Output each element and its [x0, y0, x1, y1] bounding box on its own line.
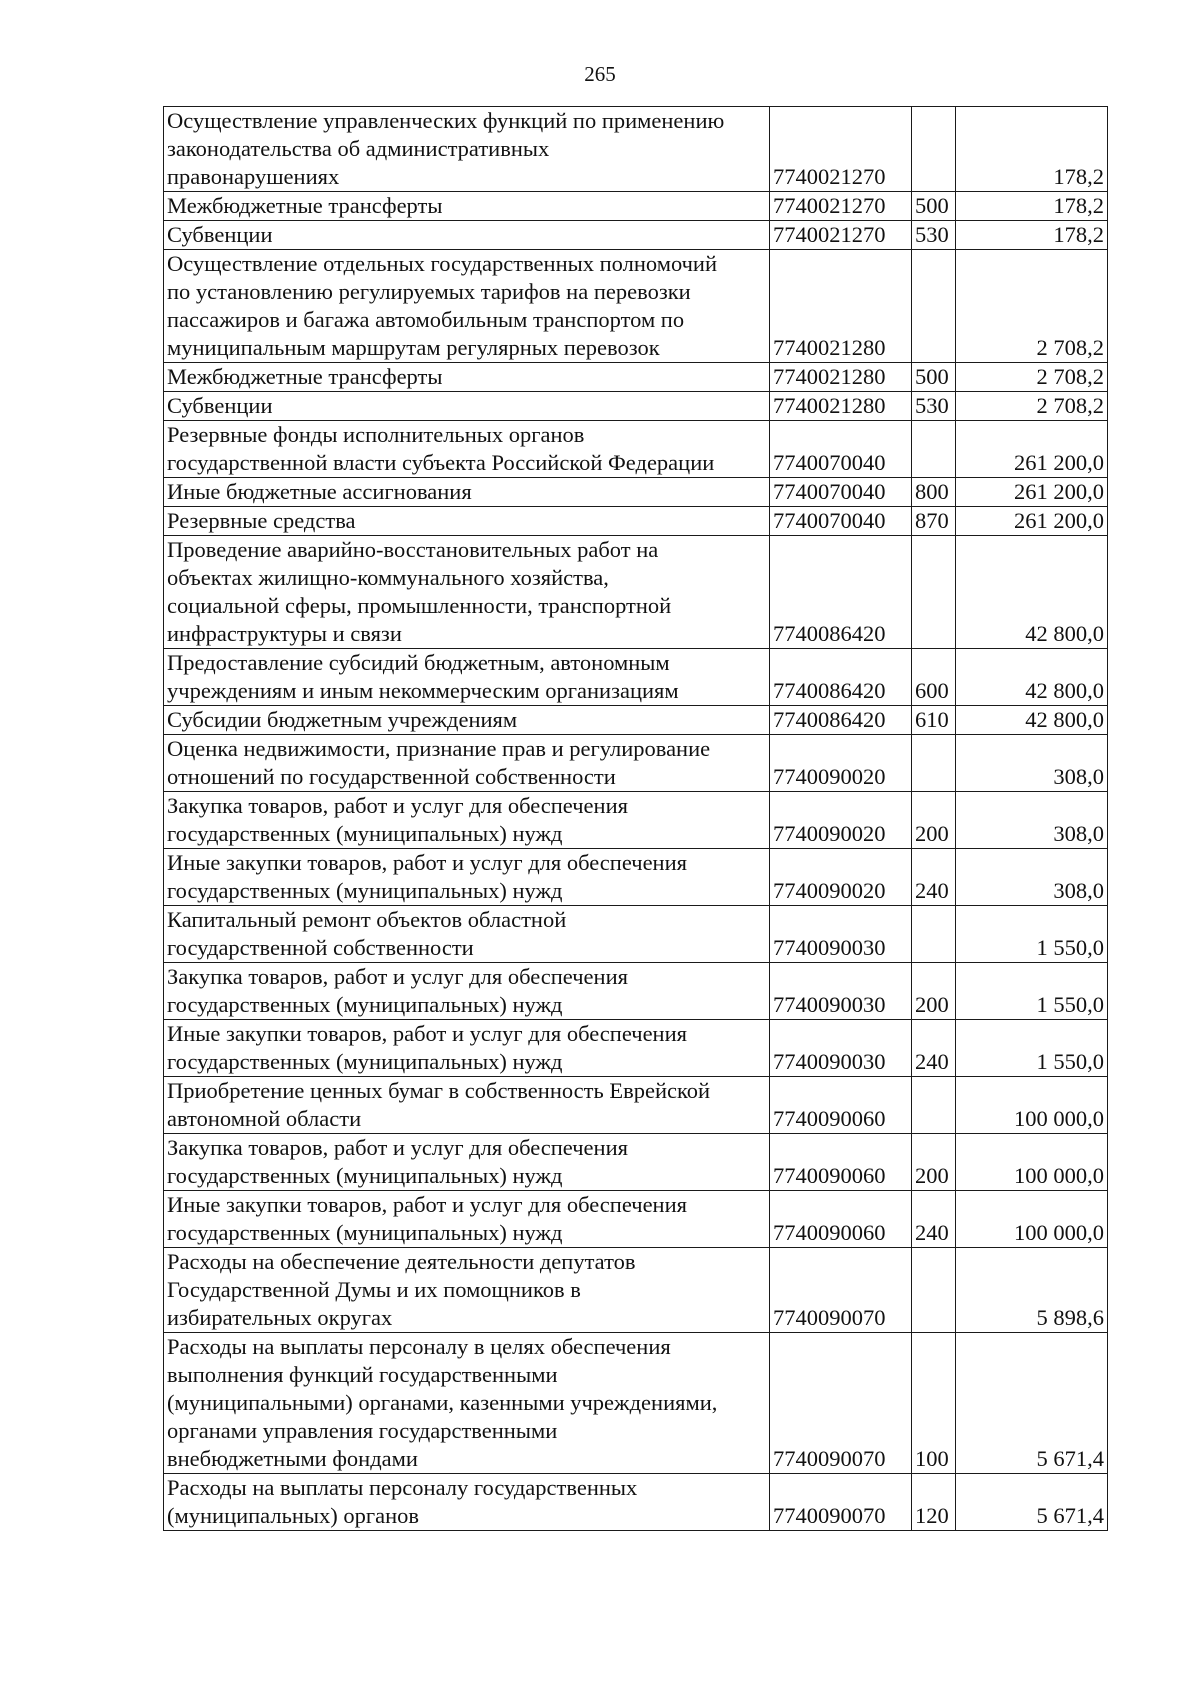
expense-name-cell [164, 478, 770, 507]
amount-cell: 1 550,0 [956, 963, 1108, 1020]
expense-type-cell: 500 [912, 363, 956, 392]
amount-cell: 5 898,6 [956, 1248, 1108, 1333]
budget-table [163, 106, 1108, 1531]
expense-name-cell [164, 392, 770, 421]
expense-name-line: Иные закупки товаров, работ и услуг для обеспечения [167, 1192, 687, 1217]
target-code-cell: 7740021280 [770, 363, 912, 392]
target-code-cell: 7740086420 [770, 649, 912, 706]
target-code-cell: 7740086420 [770, 536, 912, 649]
expense-name-cell [164, 1134, 770, 1191]
table-row [164, 421, 1108, 478]
table-row [164, 1191, 1108, 1248]
amount-cell: 100 000,0 [956, 1191, 1108, 1248]
expense-name-cell [164, 250, 770, 363]
amount-cell: 308,0 [956, 735, 1108, 792]
expense-name-cell [164, 1248, 770, 1333]
expense-name-line: Предоставление субсидий бюджетным, автономным [167, 650, 670, 675]
expense-name-cell [164, 735, 770, 792]
expense-name-line: органами управления государственными [167, 1418, 558, 1443]
table-row [164, 1474, 1108, 1531]
expense-name-line: автономной области [167, 1106, 362, 1131]
expense-name-cell [164, 536, 770, 649]
table-row [164, 1248, 1108, 1333]
expense-name-line: внебюджетными фондами [167, 1446, 418, 1471]
amount-cell: 261 200,0 [956, 507, 1108, 536]
expense-name-line: пассажиров и багажа автомобильным транспортом по [167, 307, 685, 332]
table-row [164, 363, 1108, 392]
expense-type-cell [912, 250, 956, 363]
expense-name-line: отношений по государственной собственности [167, 764, 616, 789]
expense-name-cell [164, 507, 770, 536]
expense-name-line: Закупка товаров, работ и услуг для обеспечения [167, 1135, 628, 1160]
table-row [164, 649, 1108, 706]
expense-name-line: государственной власти субъекта Российской Федерации [167, 450, 715, 475]
table-row [164, 507, 1108, 536]
expense-name-line: государственных (муниципальных) нужд [167, 1163, 563, 1188]
amount-cell: 5 671,4 [956, 1333, 1108, 1474]
amount-cell: 42 800,0 [956, 649, 1108, 706]
target-code-cell: 7740090070 [770, 1333, 912, 1474]
target-code-cell: 7740021280 [770, 250, 912, 363]
amount-cell: 100 000,0 [956, 1134, 1108, 1191]
target-code-cell: 7740021280 [770, 392, 912, 421]
expense-type-cell: 800 [912, 478, 956, 507]
expense-name-cell [164, 1333, 770, 1474]
expense-name-cell [164, 649, 770, 706]
amount-cell: 2 708,2 [956, 392, 1108, 421]
expense-type-cell: 200 [912, 963, 956, 1020]
expense-name-line: муниципальным маршрутам регулярных перевозок [167, 335, 660, 360]
expense-name-line: (муниципальных) органов [167, 1503, 420, 1528]
expense-type-cell [912, 421, 956, 478]
target-code-cell: 7740090020 [770, 792, 912, 849]
expense-name-line: Субвенции [167, 222, 273, 247]
expense-name-cell [164, 221, 770, 250]
amount-cell: 1 550,0 [956, 906, 1108, 963]
expense-name-cell [164, 1020, 770, 1077]
table-row [164, 963, 1108, 1020]
expense-type-cell: 240 [912, 1020, 956, 1077]
expense-type-cell [912, 107, 956, 192]
table-row [164, 735, 1108, 792]
table-row [164, 706, 1108, 735]
expense-type-cell: 530 [912, 392, 956, 421]
expense-name-line: законодательства об административных [167, 136, 550, 161]
expense-name-cell [164, 906, 770, 963]
expense-name-line: Осуществление отдельных государственных полномочий [167, 251, 718, 276]
expense-type-cell: 500 [912, 192, 956, 221]
expense-type-cell: 530 [912, 221, 956, 250]
amount-cell: 308,0 [956, 849, 1108, 906]
expense-name-line: социальной сферы, промышленности, транспортной [167, 593, 672, 618]
expense-name-line: (муниципальными) органами, казенными учреждениями, [167, 1390, 718, 1415]
expense-type-cell: 600 [912, 649, 956, 706]
expense-name-cell [164, 421, 770, 478]
target-code-cell: 7740086420 [770, 706, 912, 735]
target-code-cell: 7740090030 [770, 963, 912, 1020]
expense-name-line: Приобретение ценных бумаг в собственность Еврейской [167, 1078, 711, 1103]
expense-name-line: объектах жилищно-коммунального хозяйства, [167, 565, 609, 590]
expense-name-line: Субвенции [167, 393, 273, 418]
expense-name-line: Капитальный ремонт объектов областной [167, 907, 567, 932]
table-row [164, 792, 1108, 849]
table-row [164, 1077, 1108, 1134]
expense-name-line: Проведение аварийно-восстановительных работ на [167, 537, 659, 562]
expense-name-line: государственных (муниципальных) нужд [167, 821, 563, 846]
expense-type-cell: 240 [912, 1191, 956, 1248]
target-code-cell: 7740070040 [770, 478, 912, 507]
amount-cell: 100 000,0 [956, 1077, 1108, 1134]
expense-name-line: Закупка товаров, работ и услуг для обеспечения [167, 793, 628, 818]
expense-name-line: государственной собственности [167, 935, 474, 960]
amount-cell: 5 671,4 [956, 1474, 1108, 1531]
amount-cell: 178,2 [956, 107, 1108, 192]
expense-name-cell [164, 1077, 770, 1134]
expense-name-line: Межбюджетные трансферты [167, 364, 443, 389]
expense-name-cell [164, 1191, 770, 1248]
expense-name-line: государственных (муниципальных) нужд [167, 992, 563, 1017]
amount-cell: 2 708,2 [956, 363, 1108, 392]
expense-name-line: по установлению регулируемых тарифов на перевозки [167, 279, 691, 304]
expense-name-line: Иные закупки товаров, работ и услуг для обеспечения [167, 850, 687, 875]
expense-type-cell [912, 906, 956, 963]
expense-name-line: государственных (муниципальных) нужд [167, 878, 563, 903]
table-row [164, 1134, 1108, 1191]
target-code-cell: 7740070040 [770, 507, 912, 536]
page-number: 265 [584, 62, 616, 86]
expense-name-line: Государственной Думы и их помощников в [167, 1277, 581, 1302]
amount-cell: 1 550,0 [956, 1020, 1108, 1077]
expense-name-line: Субсидии бюджетным учреждениям [167, 707, 518, 732]
expense-name-cell [164, 792, 770, 849]
expense-name-line: государственных (муниципальных) нужд [167, 1049, 563, 1074]
expense-name-line: учреждениям и иным некоммерческим организациям [167, 678, 679, 703]
table-row [164, 849, 1108, 906]
target-code-cell: 7740090020 [770, 735, 912, 792]
target-code-cell: 7740090030 [770, 1020, 912, 1077]
target-code-cell: 7740070040 [770, 421, 912, 478]
amount-cell: 261 200,0 [956, 421, 1108, 478]
table-row [164, 192, 1108, 221]
amount-cell: 178,2 [956, 192, 1108, 221]
target-code-cell: 7740090060 [770, 1134, 912, 1191]
expense-type-cell: 100 [912, 1333, 956, 1474]
expense-type-cell: 200 [912, 792, 956, 849]
amount-cell: 2 708,2 [956, 250, 1108, 363]
expense-type-cell [912, 735, 956, 792]
amount-cell: 42 800,0 [956, 536, 1108, 649]
expense-type-cell: 610 [912, 706, 956, 735]
expense-name-line: Осуществление управленческих функций по применению [167, 108, 725, 133]
table-row [164, 906, 1108, 963]
expense-name-line: Резервные фонды исполнительных органов [167, 422, 585, 447]
expense-name-line: государственных (муниципальных) нужд [167, 1220, 563, 1245]
target-code-cell: 7740021270 [770, 107, 912, 192]
expense-name-line: Расходы на выплаты персоналу государственных [167, 1475, 638, 1500]
expense-name-line: Оценка недвижимости, признание прав и регулирование [167, 736, 711, 761]
expense-name-cell [164, 1474, 770, 1531]
target-code-cell: 7740090060 [770, 1077, 912, 1134]
amount-cell: 178,2 [956, 221, 1108, 250]
expense-name-cell [164, 192, 770, 221]
table-row [164, 221, 1108, 250]
expense-name-line: избирательных округах [167, 1305, 393, 1330]
table-row [164, 392, 1108, 421]
amount-cell: 261 200,0 [956, 478, 1108, 507]
expense-name-cell [164, 849, 770, 906]
expense-name-cell [164, 107, 770, 192]
table-row [164, 250, 1108, 363]
table-row [164, 478, 1108, 507]
target-code-cell: 7740090060 [770, 1191, 912, 1248]
expense-name-line: Межбюджетные трансферты [167, 193, 443, 218]
expense-type-cell [912, 1248, 956, 1333]
expense-name-line: Иные бюджетные ассигнования [167, 479, 472, 504]
budget-table-body [164, 107, 1108, 1531]
expense-name-line: инфраструктуры и связи [167, 621, 402, 646]
target-code-cell: 7740021270 [770, 221, 912, 250]
expense-type-cell: 870 [912, 507, 956, 536]
amount-cell: 42 800,0 [956, 706, 1108, 735]
expense-name-line: Закупка товаров, работ и услуг для обеспечения [167, 964, 628, 989]
table-row [164, 107, 1108, 192]
expense-name-line: выполнения функций государственными [167, 1362, 558, 1387]
target-code-cell: 7740090070 [770, 1474, 912, 1531]
expense-type-cell: 120 [912, 1474, 956, 1531]
expense-name-cell [164, 963, 770, 1020]
expense-type-cell [912, 536, 956, 649]
target-code-cell: 7740021270 [770, 192, 912, 221]
table-row [164, 1020, 1108, 1077]
expense-name-line: Иные закупки товаров, работ и услуг для обеспечения [167, 1021, 687, 1046]
expense-type-cell [912, 1077, 956, 1134]
expense-name-cell [164, 706, 770, 735]
amount-cell: 308,0 [956, 792, 1108, 849]
target-code-cell: 7740090070 [770, 1248, 912, 1333]
expense-name-line: Расходы на обеспечение деятельности депутатов [167, 1249, 636, 1274]
expense-type-cell: 240 [912, 849, 956, 906]
table-row [164, 536, 1108, 649]
expense-name-cell [164, 363, 770, 392]
table-row [164, 1333, 1108, 1474]
expense-name-line: правонарушениях [167, 164, 340, 189]
expense-type-cell: 200 [912, 1134, 956, 1191]
target-code-cell: 7740090020 [770, 849, 912, 906]
expense-name-line: Резервные средства [167, 508, 356, 533]
target-code-cell: 7740090030 [770, 906, 912, 963]
expense-name-line: Расходы на выплаты персоналу в целях обеспечения [167, 1334, 671, 1359]
